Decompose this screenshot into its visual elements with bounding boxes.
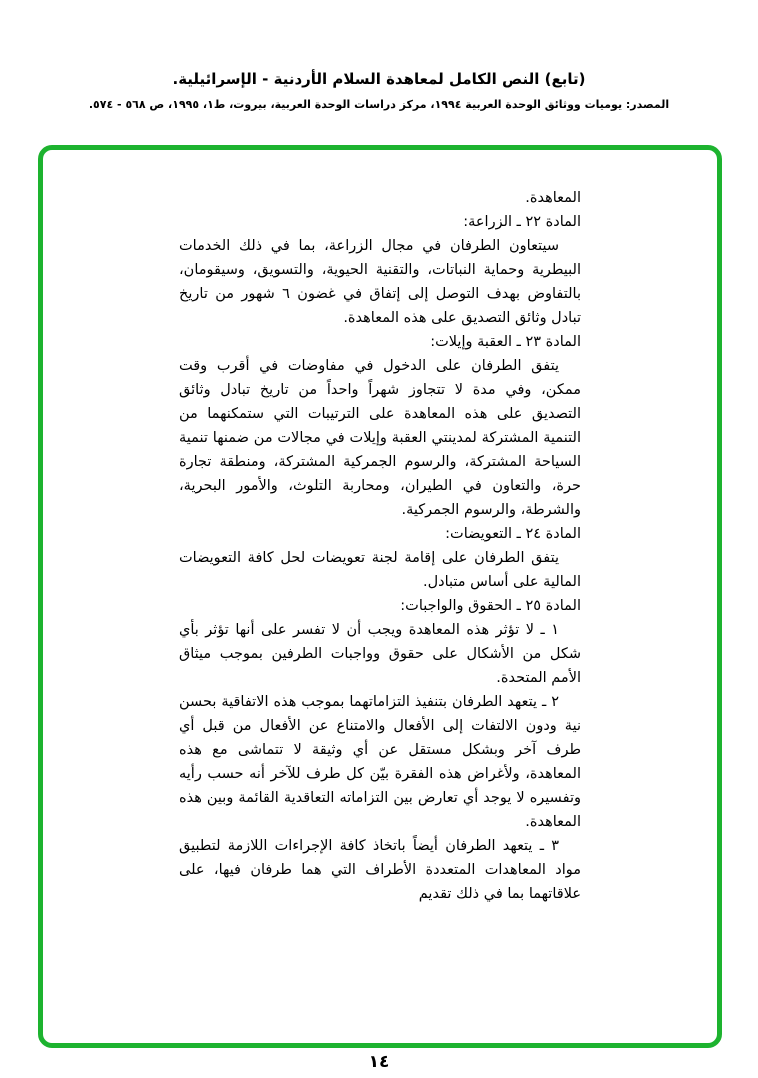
document-title: (تابع) النص الكامل لمعاهدة السلام الأردنية - الإسرائيلية. [172,70,586,88]
article-25-clause-3: ٣ ـ يتعهد الطرفان أيضاً باتخاذ كافة الإجراءات اللازمة لتطبيق مواد المعاهدات المتعددة الأطراف التي هما طرفان فيها، على علاقاتهما بما في ذلك تقديم [179,838,581,902]
article-25-heading: المادة ٢٥ ـ الحقوق والواجبات: [400,598,581,614]
document-header [0,70,758,111]
article-22-paragraph: سيتعاون الطرفان في مجال الزراعة، بما في ذلك الخدمات البيطرية وحماية النباتات، والتقنية الحيوية، والتسويق، وسيقومان، بالتفاوض بهدف التوصل إلى إتفاق في غضون ٦ شهور من تاريخ تبادل وثائق التصديق على هذه المعاهدة. [179,238,581,326]
article-24-paragraph: يتفق الطرفان على إقامة لجنة تعويضات لحل كافة التعويضات المالية على أساس متبادل. [179,550,581,590]
article-24-heading: المادة ٢٤ ـ التعويضات: [445,526,581,542]
article-23-paragraph: يتفق الطرفان على الدخول في مفاوضات في أقرب وقت ممكن، وفي مدة لا تتجاوز شهراً واحداً من تاريخ تبادل وثائق التصديق على هذه المعاهدة على الترتيبات التي ستمكنهما من التنمية المشتركة لمدينتي العقبة وإيلات في مجالات من ضمنها تنمية السياحة المشتركة، والرسوم الجمركية المشتركة، ومنطقة تجارة حرة، والتعاون في الطيران، ومحاربة التلوث، والأمور البحرية، والشرطة، والرسوم الجمركية. [179,358,581,518]
article-22-heading: المادة ٢٢ ـ الزراعة: [463,214,581,230]
article-23-heading: المادة ٢٣ ـ العقبة وإيلات: [430,334,581,350]
page-number: ١٤ [368,1052,390,1072]
article-25-clause-2: ٢ ـ يتعهد الطرفان بتنفيذ التزاماتهما بموجب هذه الاتفاقية بحسن نية ودون الالتفات إلى الأفعال والامتناع عن الأفعال من قبل أي طرف آخر وبشكل مستقل عن أي وثيقة لا تتماشى مع هذه المعاهدة، ولأغراض هذه الفقرة بيّن كل طرف للآخر أنه حسب رأيه وتفسيره لا يوجد أي تعارض بين التزاماته التعاقدية القائمة وبين هذه المعاهدة. [179,694,581,830]
source-citation: المصدر: يوميات ووثائق الوحدة العربية ١٩٩٤، مركز دراسات الوحدة العربية، بيروت، ط١، ١٩٩٥، ص ٥٦٨ - ٥٧٤. [88,98,670,111]
green-content-frame [38,145,722,1048]
article-25-clause-1: ١ ـ لا تؤثر هذه المعاهدة ويجب أن لا تفسر على أنها تؤثر بأي شكل من الأشكال على حقوق وواجبات الطرفين بموجب ميثاق الأمم المتحدة. [179,622,581,686]
treaty-label: المعاهدة. [525,190,581,206]
treaty-text-column [179,186,581,906]
